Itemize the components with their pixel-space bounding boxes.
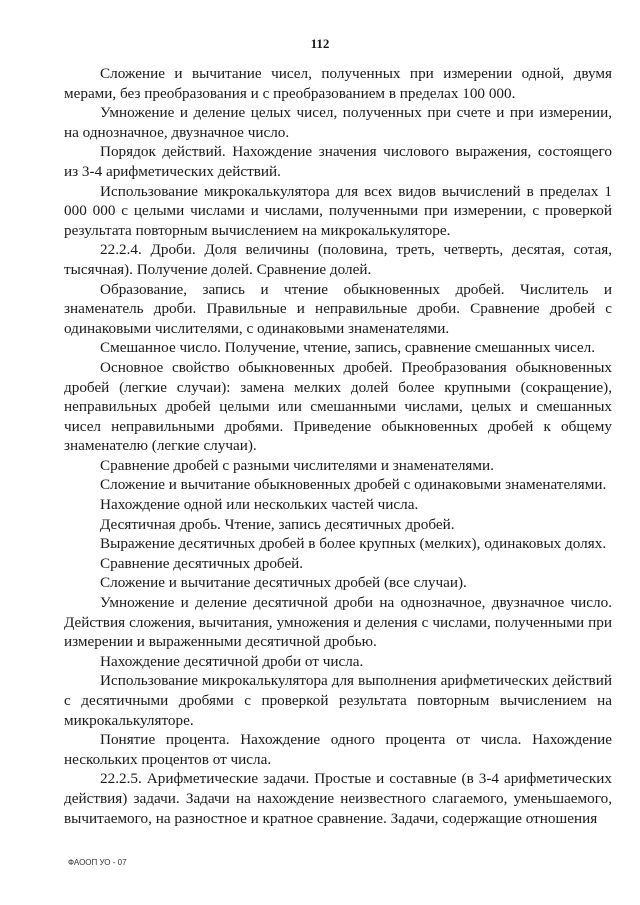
page-number: 112 xyxy=(310,36,330,51)
paragraph: Порядок действий. Нахождение значения числового выражения, состоящего из 3-4 арифметических действий. xyxy=(64,143,612,180)
paragraph: Сложение и вычитание чисел, полученных при измерении одной, двумя мерами, без преобразования и с преобразованием в пределах 100 000. xyxy=(64,65,612,102)
paragraph: Нахождение одной или нескольких частей числа. xyxy=(100,496,419,514)
paragraph: Использование микрокалькулятора для всех видов вычислений в пределах 1 000 000 с целыми числами и числами, полученными при измерении, с проверкой результата повторным вычислением на микрокалькуляторе. xyxy=(64,182,612,239)
paragraph: Образование, запись и чтение обыкновенных дробей. Числитель и знаменатель дроби. Правильные и неправильные дроби. Сравнение дробей с одинаковыми числителями, с одинаковыми знаменателями. xyxy=(64,280,612,337)
paragraph: Сравнение десятичных дробей. xyxy=(100,554,304,572)
paragraph: Смешанное число. Получение, чтение, запись, сравнение смешанных чисел. xyxy=(100,339,596,357)
paragraph: Сложение и вычитание обыкновенных дробей с одинаковыми знаменателями. xyxy=(100,476,607,494)
paragraph: Умножение и деление десятичной дроби на однозначное, двузначное число. Действия сложения, вычитания, умножения и деления с числами, полученными при измерении и выраженными десятичной дробью. xyxy=(64,594,612,651)
paragraph: Умножение и деление целых чисел, полученных при счете и при измерении, на однозначное, двузначное число. xyxy=(64,104,612,141)
paragraph: Десятичная дробь. Чтение, запись десятичных дробей. xyxy=(100,515,455,533)
paragraph: Нахождение десятичной дроби от числа. xyxy=(100,652,364,670)
section-heading-paragraph: 22.2.5. Арифметические задачи. Простые и составные (в 3-4 арифметических действия) задачи. Задачи на нахождение неизвестного слагаемого, уменьшаемого, вычитаемого, на разностное и кратное сравнение. Задачи, содержащие отношения xyxy=(64,770,612,827)
footer-document-code: ФАООП УО - 07 xyxy=(68,858,127,867)
section-heading-paragraph: 22.2.4. Дроби. Доля величины (половина, треть, четверть, десятая, сотая, тысячная). Получение долей. Сравнение долей. xyxy=(64,241,612,278)
paragraph: Сложение и вычитание десятичных дробей (все случаи). xyxy=(100,574,467,592)
paragraph: Выражение десятичных дробей в более крупных (мелких), одинаковых долях. xyxy=(100,535,607,553)
paragraph: Понятие процента. Нахождение одного процента от числа. Нахождение нескольких процентов от числа. xyxy=(64,731,612,768)
document-body xyxy=(64,64,612,828)
paragraph: Основное свойство обыкновенных дробей. Преобразования обыкновенных дробей (легкие случаи): замена мелких долей более крупными (сокращение), неправильных дробей целыми или смешанными числами, целых и смешанных чисел неправильными дробями. Приведение обыкновенных дробей к общему знаменателю (легкие случаи). xyxy=(64,358,612,455)
paragraph: Использование микрокалькулятора для выполнения арифметических действий с десятичными дробями с проверкой результата повторным вычислением на микрокалькуляторе. xyxy=(64,672,612,729)
paragraph: Сравнение дробей с разными числителями и знаменателями. xyxy=(100,456,494,474)
